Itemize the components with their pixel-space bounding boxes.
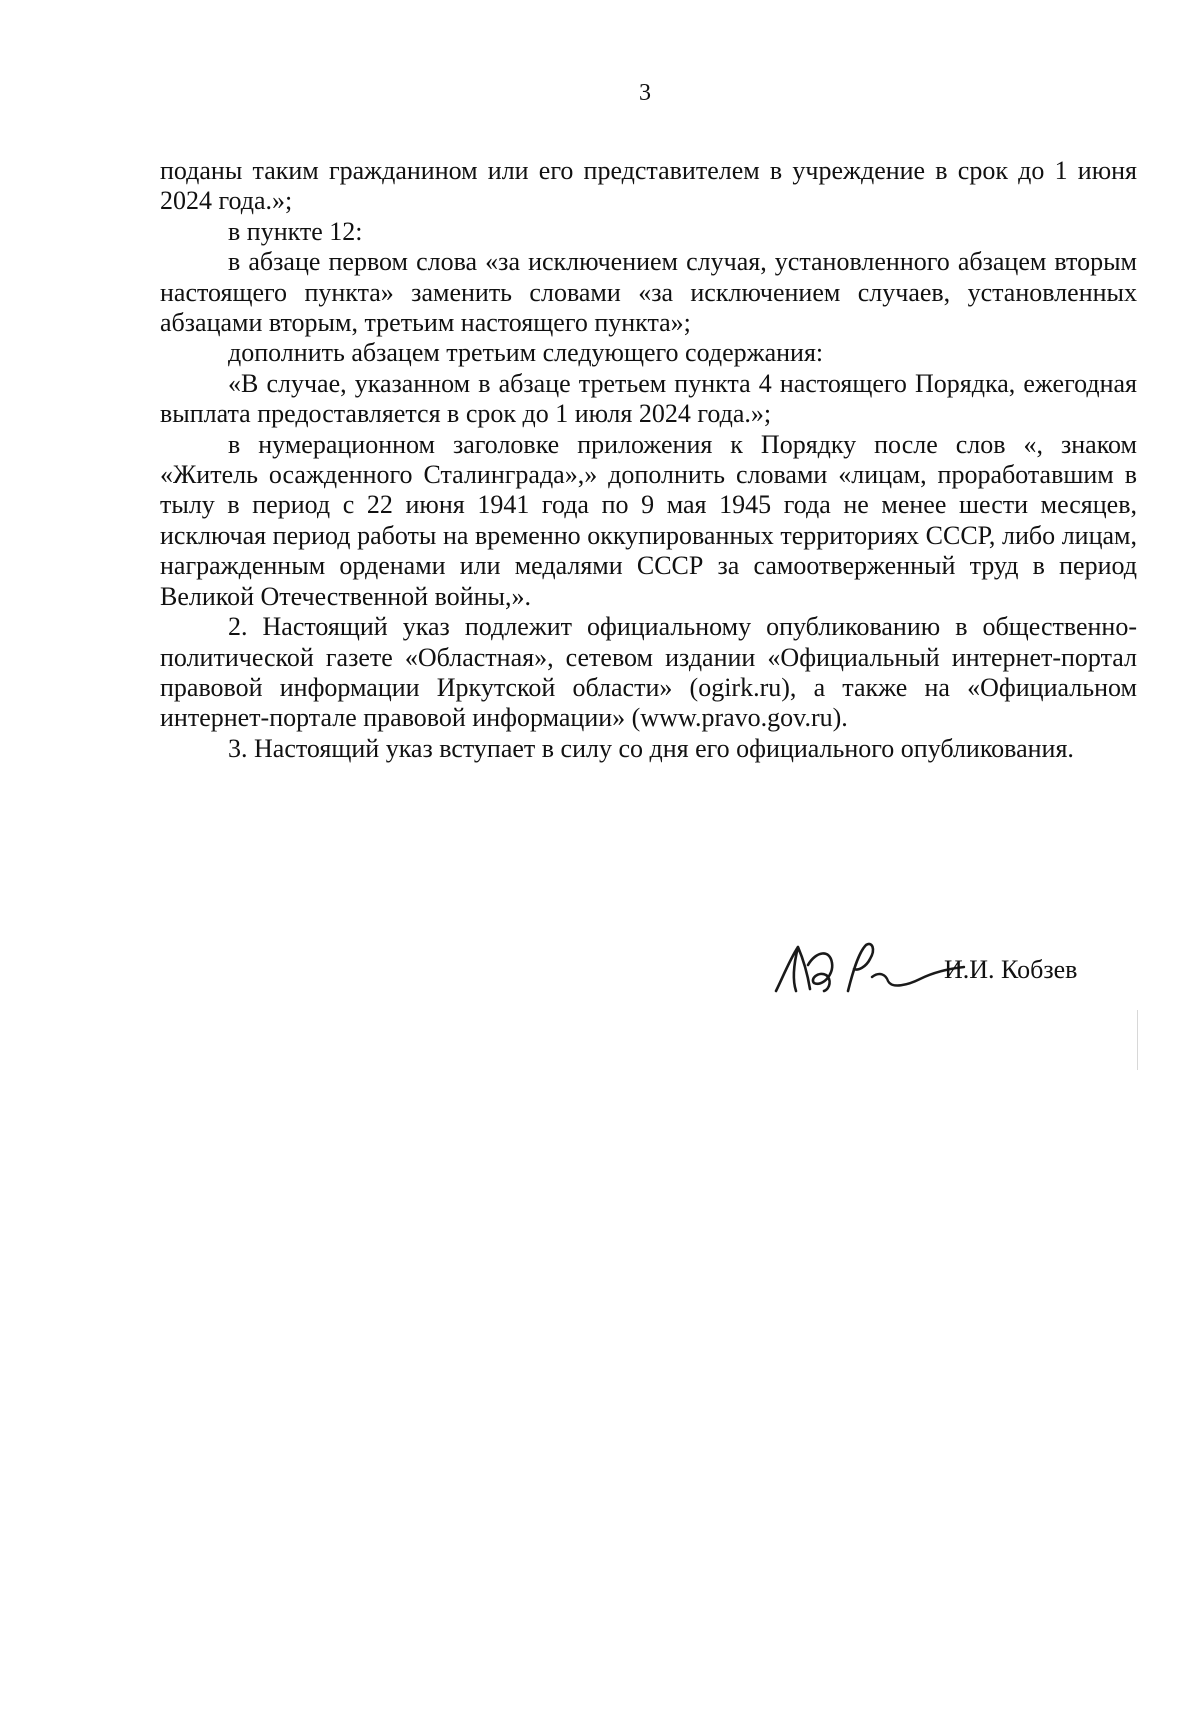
paragraph-6: в нумерационном заголовке приложения к Порядку после слов «, знаком «Житель осажденного Сталинграда»,» дополнить словами «лицам, проработавшим в тылу в период с 22 июня 1941 года по 9 мая 1945 года не менее шести месяцев, исключая период работы на временно оккупированных территориях СССР, либо лицам, награжденным орденами или медалями СССР за самоотверженный труд в период Великой Отечественной войны,». — [160, 429, 1137, 611]
paragraph-4: дополнить абзацем третьим следующего содержания: — [228, 338, 824, 368]
paragraph-1: поданы таким гражданином или его представителем в учреждение в срок до 1 июня 2024 года.»; — [160, 156, 1137, 216]
paragraph-2: в пункте 12: — [228, 216, 363, 246]
paragraph-5: «В случае, указанном в абзаце третьем пункта 4 настоящего Порядка, ежегодная выплата предоставляется в срок до 1 июля 2024 года.»; — [160, 368, 1137, 429]
scan-artifact-line — [1137, 1010, 1138, 1070]
signature-block — [768, 935, 1108, 1005]
page-number: 3 — [639, 80, 651, 106]
document-body — [160, 156, 1137, 764]
paragraph-8: 3. Настоящий указ вступает в силу со дня его официального опубликования. — [228, 733, 1074, 763]
paragraph-3: в абзаце первом слова «за исключением случая, установленного абзацем вторым настоящего пункта» заменить словами «за исключением случаев, установленных абзацами вторым, третьим настоящего пункта»; — [160, 247, 1137, 338]
paragraph-7: 2. Настоящий указ подлежит официальному опубликованию в общественно-политической газете «Областная», сетевом издании «Официальный интернет-портал правовой информации Иркутской области» (ogirk.ru), а также на «Официальном интернет-портале правовой информации» (www.pravo.gov.ru). — [160, 612, 1137, 733]
handwritten-signature — [768, 935, 968, 1005]
signer-name: И.И. Кобзев — [944, 955, 1078, 984]
